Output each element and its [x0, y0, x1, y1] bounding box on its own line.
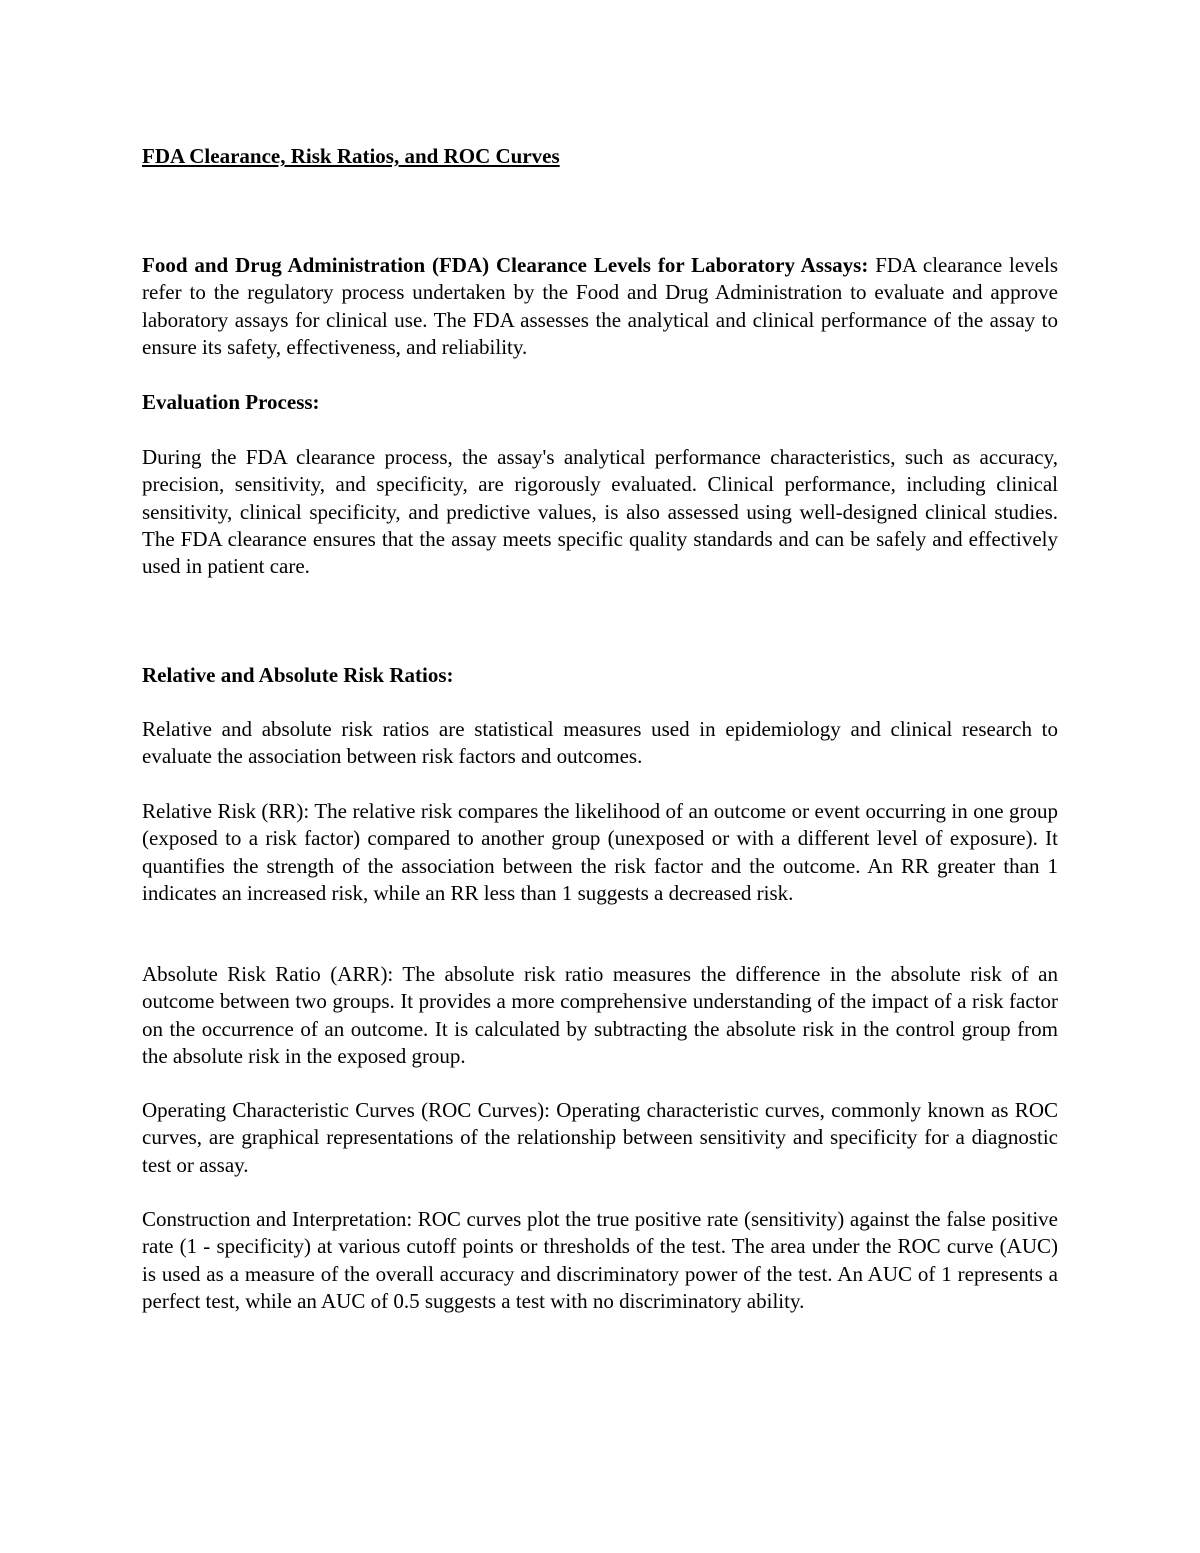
- roc-paragraph: Operating Characteristic Curves (ROC Curves): Operating characteristic curves, commonly known as ROC curves, are graphical representations of the relationship between sensitivity and specificity for a diagnostic test or assay.: [142, 1098, 1058, 1177]
- title-block: [142, 143, 1058, 170]
- rr-block: [142, 798, 1058, 907]
- evaluation-heading-block: [142, 389, 1058, 416]
- page-title: FDA Clearance, Risk Ratios, and ROC Curves: [142, 144, 560, 168]
- relative-risk-paragraph: Relative Risk (RR): The relative risk compares the likelihood of an outcome or event occurring in one group (exposed to a risk factor) compared to another group (unexposed or with a different level of exposure). It quantifies the strength of the association between the risk factor and the outcome. An RR greater than 1 indicates an increased risk, while an RR less than 1 suggests a decreased risk.: [142, 799, 1058, 905]
- roc-block: [142, 1097, 1058, 1179]
- fda-heading: Food and Drug Administration (FDA) Clearance Levels for Laboratory Assays:: [142, 253, 869, 277]
- risk-intro-block: [142, 716, 1058, 771]
- construction-block: [142, 1206, 1058, 1315]
- evaluation-heading: Evaluation Process:: [142, 390, 320, 414]
- risk-heading: Relative and Absolute Risk Ratios:: [142, 663, 454, 687]
- fda-paragraph: [142, 252, 1058, 361]
- construction-paragraph: Construction and Interpretation: ROC curves plot the true positive rate (sensitivity) against the false positive rate (1 - specificity) at various cutoff points or thresholds of the test. The area under the ROC curve (AUC) is used as a measure of the overall accuracy and discriminatory power of the test. An AUC of 1 represents a perfect test, while an AUC of 0.5 suggests a test with no discriminatory ability.: [142, 1207, 1058, 1313]
- evaluation-section: [142, 444, 1058, 580]
- fda-text: FDA clearance levels refer to the regulatory process undertaken by the Food and Drug Administration to evaluate and approve laboratory assays for clinical use. The FDA assesses the analytical and clinical performance of the assay to ensure its safety, effectiveness, and reliability.: [142, 253, 1058, 359]
- arr-block: [142, 961, 1058, 1070]
- fda-section: [142, 252, 1058, 361]
- risk-intro-paragraph: Relative and absolute risk ratios are statistical measures used in epidemiology and clinical research to evaluate the association between risk factors and outcomes.: [142, 717, 1058, 769]
- evaluation-paragraph: During the FDA clearance process, the assay's analytical performance characteristics, such as accuracy, precision, sensitivity, and specificity, are rigorously evaluated. Clinical performance, including clinical sensitivity, clinical specificity, and predictive values, is also assessed using well-designed clinical studies. The FDA clearance ensures that the assay meets specific quality standards and can be safely and effectively used in patient care.: [142, 445, 1058, 579]
- risk-heading-block: [142, 662, 1058, 689]
- absolute-risk-paragraph: Absolute Risk Ratio (ARR): The absolute risk ratio measures the difference in the absolute risk of an outcome between two groups. It provides a more comprehensive understanding of the impact of a risk factor on the occurrence of an outcome. It is calculated by subtracting the absolute risk in the control group from the absolute risk in the exposed group.: [142, 962, 1058, 1068]
